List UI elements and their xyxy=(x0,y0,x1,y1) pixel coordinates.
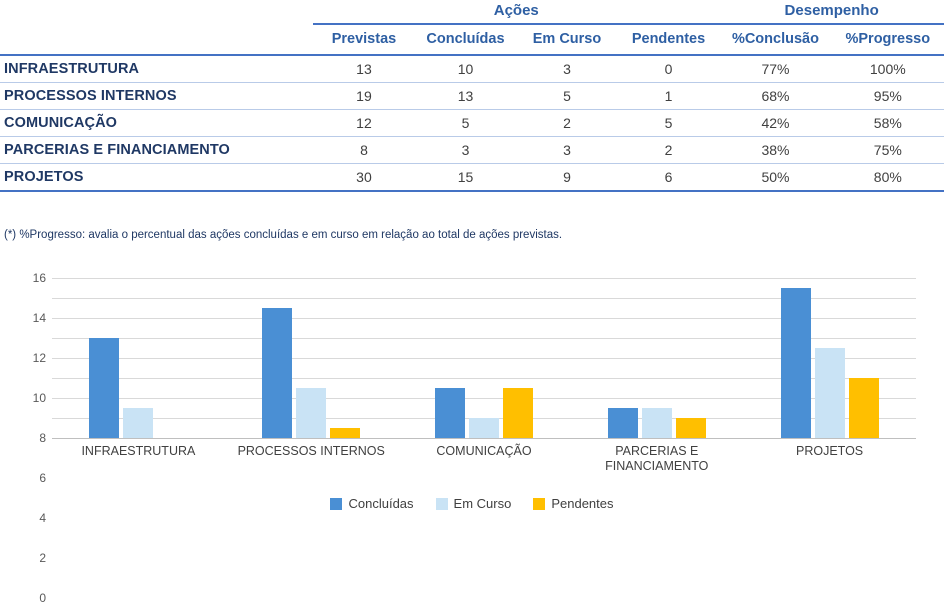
legend-item xyxy=(533,496,613,511)
table-group-header-acoes: Ações xyxy=(313,0,719,24)
chart-x-axis xyxy=(52,438,916,439)
row-label-projetos: PROJETOS xyxy=(0,164,313,192)
chart-category-label: INFRAESTRUTURA xyxy=(81,444,196,458)
chart-bar xyxy=(815,348,845,438)
legend-item xyxy=(436,496,512,511)
cell-pendentes: 2 xyxy=(618,137,720,164)
chart-bar-group-bars xyxy=(743,278,916,438)
chart-y-tick-label: 0 xyxy=(39,591,46,605)
chart-category-labels xyxy=(52,444,916,474)
chart-category-label: COMUNICAÇÃO xyxy=(436,444,532,458)
legend-swatch xyxy=(330,498,342,510)
bar-chart xyxy=(0,268,944,605)
cell-progresso: 100% xyxy=(832,55,944,83)
cell-previstas: 12 xyxy=(313,110,415,137)
chart-bar xyxy=(469,418,499,438)
cell-pendentes: 0 xyxy=(618,55,720,83)
chart-y-tick-label: 12 xyxy=(32,351,46,365)
chart-bar xyxy=(503,388,533,438)
table-row xyxy=(0,137,944,164)
chart-legend xyxy=(0,496,944,511)
chart-category-label: PROCESSOS INTERNOS xyxy=(237,444,385,458)
chart-y-tick-label: 8 xyxy=(39,431,46,445)
chart-bar xyxy=(642,408,672,438)
table-group-header-blank xyxy=(0,0,313,24)
chart-bar-group xyxy=(743,278,916,438)
cell-concluidas: 13 xyxy=(415,83,517,110)
chart-bar xyxy=(123,408,153,438)
chart-bar-group-bars xyxy=(398,278,571,438)
cell-em-curso: 3 xyxy=(516,137,618,164)
chart-y-tick-label: 10 xyxy=(32,391,46,405)
legend-swatch xyxy=(436,498,448,510)
summary-table-container xyxy=(0,0,944,192)
cell-pendentes: 6 xyxy=(618,164,720,192)
chart-bar xyxy=(89,338,119,438)
cell-conclusao: 42% xyxy=(719,110,831,137)
chart-bar-group xyxy=(52,278,225,438)
chart-bar xyxy=(849,378,879,438)
row-label-parcerias-e-financiamento: PARCERIAS E FINANCIAMENTO xyxy=(0,137,313,164)
chart-bar xyxy=(296,388,326,438)
row-label-comunicacao: COMUNICAÇÃO xyxy=(0,110,313,137)
summary-table xyxy=(0,0,944,192)
column-header-previstas: Previstas xyxy=(313,24,415,55)
chart-category-label: PROJETOS xyxy=(796,444,864,458)
chart-y-tick-label: 4 xyxy=(39,511,46,525)
cell-em-curso: 5 xyxy=(516,83,618,110)
column-header-progresso: %Progresso xyxy=(832,24,944,55)
legend-label: Concluídas xyxy=(348,496,414,511)
cell-em-curso: 3 xyxy=(516,55,618,83)
cell-conclusao: 38% xyxy=(719,137,831,164)
legend-item xyxy=(330,496,413,511)
cell-progresso: 75% xyxy=(832,137,944,164)
table-row xyxy=(0,110,944,137)
column-header-pendentes: Pendentes xyxy=(618,24,720,55)
table-group-header-desempenho: Desempenho xyxy=(719,0,944,24)
cell-previstas: 13 xyxy=(313,55,415,83)
chart-y-tick-label: 6 xyxy=(39,471,46,485)
row-label-processos-internos: PROCESSOS INTERNOS xyxy=(0,83,313,110)
chart-bar xyxy=(435,388,465,438)
cell-pendentes: 1 xyxy=(618,83,720,110)
cell-conclusao: 68% xyxy=(719,83,831,110)
legend-label: Em Curso xyxy=(453,496,512,511)
chart-bar xyxy=(608,408,638,438)
cell-previstas: 19 xyxy=(313,83,415,110)
table-column-header-row xyxy=(0,24,944,55)
legend-label: Pendentes xyxy=(551,496,614,511)
column-header-concluidas: Concluídas xyxy=(415,24,517,55)
chart-y-tick-label: 14 xyxy=(32,311,46,325)
column-header-em-curso: Em Curso xyxy=(516,24,618,55)
column-header-conclusao: %Conclusão xyxy=(719,24,831,55)
legend-swatch xyxy=(533,498,545,510)
chart-y-tick-label: 2 xyxy=(39,551,46,565)
cell-em-curso: 2 xyxy=(516,110,618,137)
cell-progresso: 95% xyxy=(832,83,944,110)
chart-bar-group-bars xyxy=(570,278,743,438)
cell-concluidas: 10 xyxy=(415,55,517,83)
table-group-header-row xyxy=(0,0,944,24)
chart-bar-group xyxy=(570,278,743,438)
cell-previstas: 8 xyxy=(313,137,415,164)
cell-conclusao: 77% xyxy=(719,55,831,83)
row-label-infraestrutura: INFRAESTRUTURA xyxy=(0,55,313,83)
column-header-blank xyxy=(0,24,313,55)
cell-concluidas: 3 xyxy=(415,137,517,164)
chart-bar xyxy=(262,308,292,438)
cell-progresso: 58% xyxy=(832,110,944,137)
cell-progresso: 80% xyxy=(832,164,944,192)
chart-y-tick-label: 16 xyxy=(32,271,46,285)
chart-bar xyxy=(330,428,360,438)
cell-previstas: 30 xyxy=(313,164,415,192)
chart-category-label: PARCERIAS E FINANCIAMENTO xyxy=(605,444,709,473)
cell-pendentes: 5 xyxy=(618,110,720,137)
cell-em-curso: 9 xyxy=(516,164,618,192)
table-row xyxy=(0,83,944,110)
cell-conclusao: 50% xyxy=(719,164,831,192)
chart-bar xyxy=(676,418,706,438)
cell-concluidas: 5 xyxy=(415,110,517,137)
table-row xyxy=(0,164,944,192)
chart-bar-group xyxy=(225,278,398,438)
chart-bar xyxy=(781,288,811,438)
table-row xyxy=(0,55,944,83)
table-footnote: (*) %Progresso: avalia o percentual das ações concluídas e em curso em relação ao total de ações previstas. xyxy=(4,229,563,241)
chart-bar-groups xyxy=(52,278,916,438)
cell-concluidas: 15 xyxy=(415,164,517,192)
chart-bar-group xyxy=(398,278,571,438)
chart-bar-group-bars xyxy=(225,278,398,438)
chart-bar-group-bars xyxy=(52,278,225,438)
